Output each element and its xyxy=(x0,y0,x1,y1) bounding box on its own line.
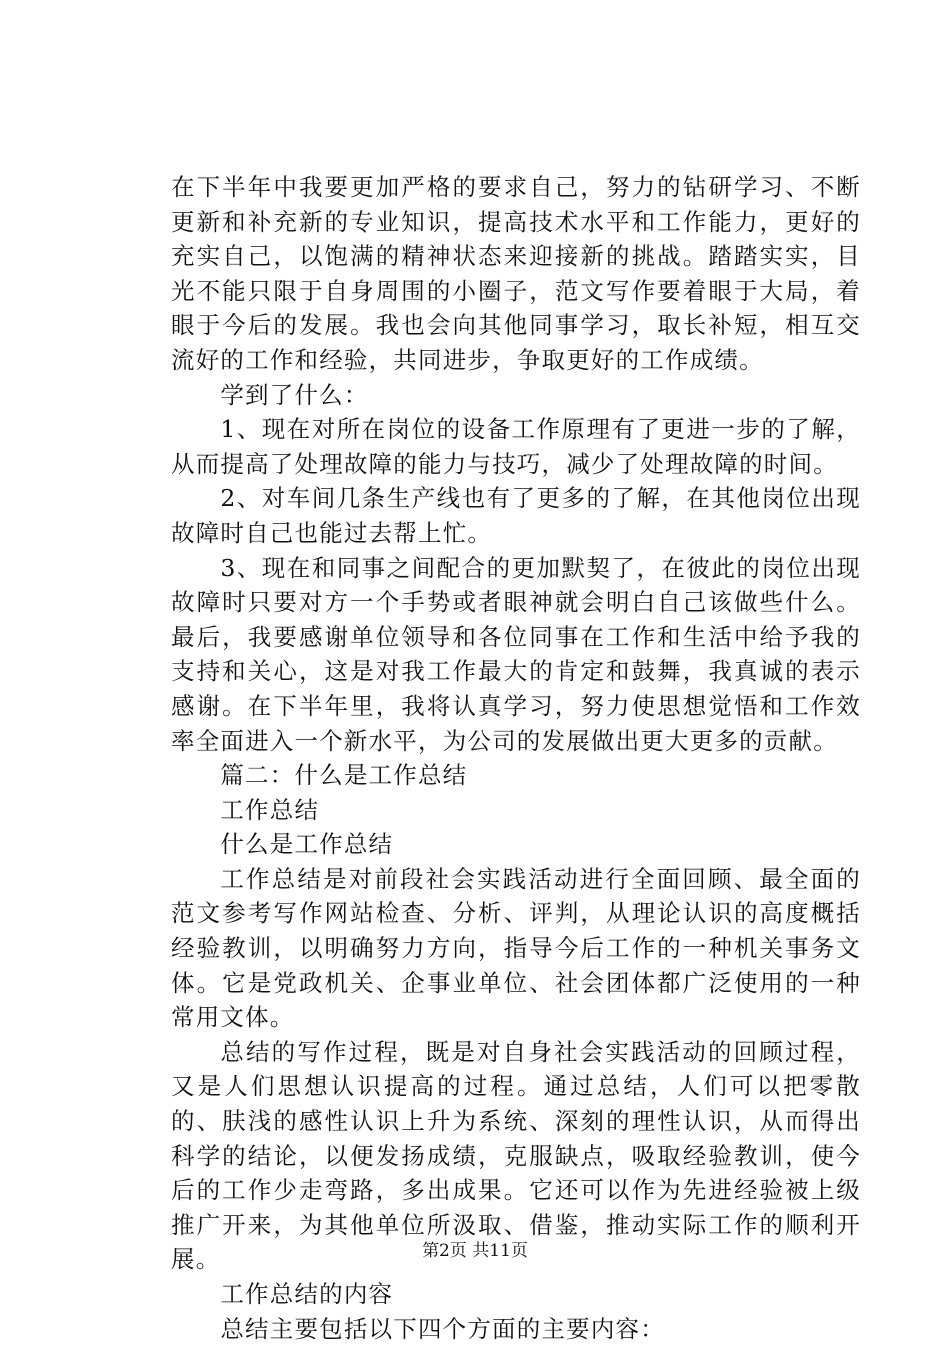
paragraph-10: 总结的写作过程，既是对自身社会实践活动的回顾过程，又是人们思想认识提高的过程。通过总结，人们可以把零散的、肤浅的感性认识上升为系统、深刻的理性认识，从而得出科学的结论，以便发扬成绩，克服缺点，吸取经验教训，使今后的工作少走弯路，多出成果。它还可以作为先进经验被上级推广开来，为其他单位所汲取、借鉴，推动实际工作的顺利开展。 xyxy=(171,1037,861,1274)
paragraph-9: 工作总结是对前段社会实践活动进行全面回顾、最全面的范文参考写作网站检查、分析、评判，从理论认识的高度概括经验教训，以明确努力方向，指导今后工作的一种机关事务文体。它是党政机关、企事业单位、社会团体都广泛使用的一种常用文体。 xyxy=(171,864,861,1032)
paragraph-4: 2、对车间几条生产线也有了更多的了解，在其他岗位出现故障时自己也能过去帮上忙。 xyxy=(171,484,861,547)
paragraph-5: 3、现在和同事之间配合的更加默契了，在彼此的岗位出现故障时只要对方一个手势或者眼神就会明白自己该做些什么。最后，我要感谢单位领导和各位同事在工作和生活中给予我的支持和关心，这是对我工作最大的肯定和鼓舞，我真诚的表示感谢。在下半年里，我将认真学习，努力使思想觉悟和工作效率全面进入一个新水平，为公司的发展做出更大更多的贡献。 xyxy=(171,553,861,755)
document-body xyxy=(171,170,861,1346)
subheading-content: 工作总结的内容 xyxy=(220,1280,394,1308)
paragraph-12: 总结主要包括以下四个方面的主要内容： xyxy=(220,1314,665,1343)
subheading-what-is: 什么是工作总结 xyxy=(220,830,394,859)
section-heading: 篇二：什么是工作总结 xyxy=(220,761,468,790)
paragraph-3: 1、现在对所在岗位的设备工作原理有了更进一步的了解，从而提高了处理故障的能力与技巧，减少了处理故障的时间。 xyxy=(171,415,861,478)
paragraph-2: 学到了什么： xyxy=(220,380,369,409)
paragraph-1: 在下半年中我要更加严格的要求自己，努力的钻研学习、不断更新和补充新的专业知识，提高技术水平和工作能力，更好的充实自己，以饱满的精神状态来迎接新的挑战。踏踏实实，目光不能只限于自身周围的小圈子，范文写作要着眼于大局，着眼于今后的发展。我也会向其他同事学习，取长补短，相互交流好的工作和经验，共同进步，争取更好的工作成绩。 xyxy=(171,173,861,374)
subheading-work-summary: 工作总结 xyxy=(220,795,320,824)
page-number-footer: 第2页 共11页 xyxy=(422,1241,528,1261)
